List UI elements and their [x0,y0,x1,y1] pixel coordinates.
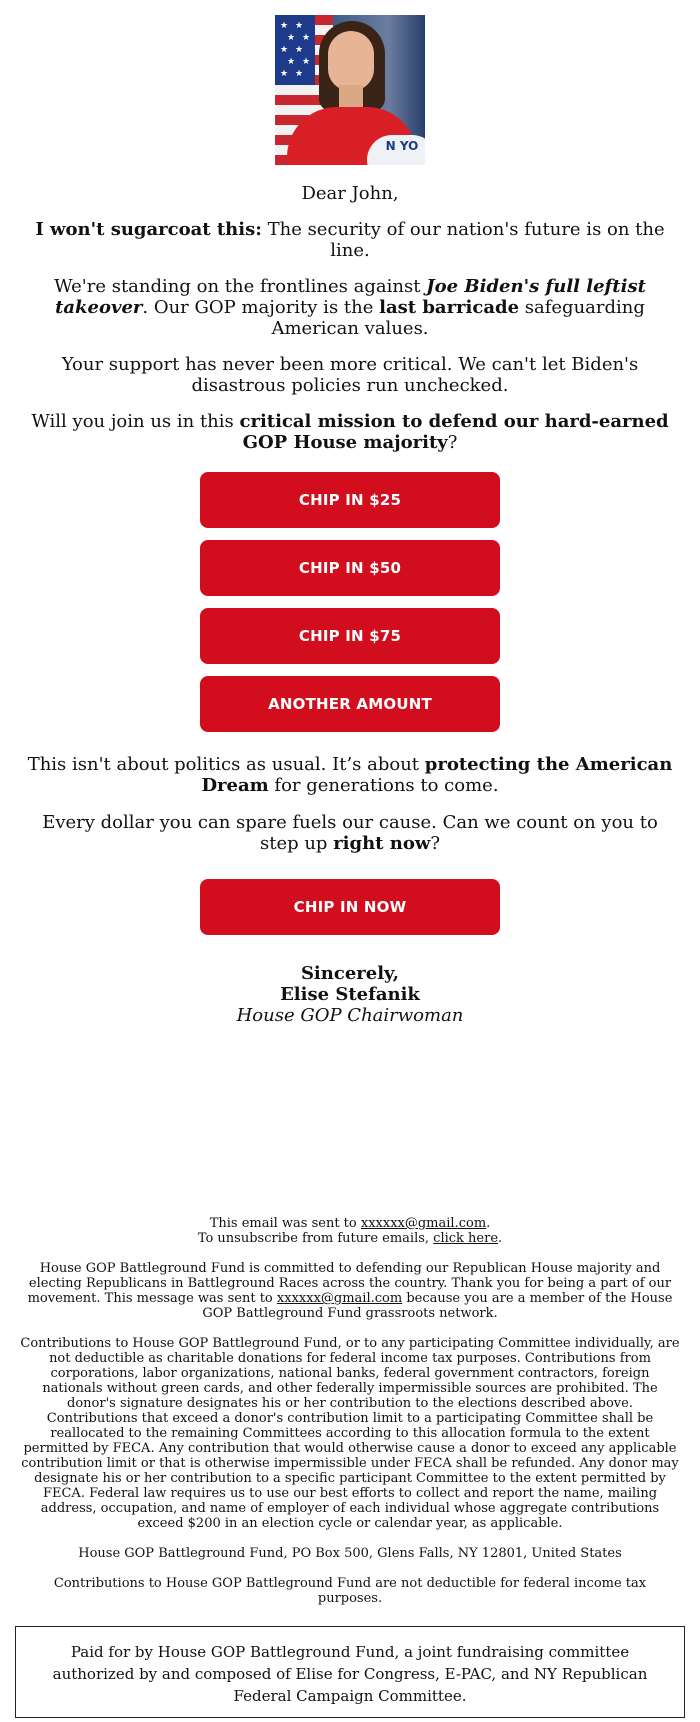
p5-bold: protecting the American Dream [201,754,673,796]
paragraph-4 [25,411,675,453]
mailing-address: House GOP Battleground Fund, PO Box 500, Glens Falls, NY 12801, United States [78,1546,622,1561]
about-text-b: because you are a member of the House GOP Battleground Fund grassroots network. [202,1291,673,1321]
paragraph-2 [25,276,675,339]
email-body [0,15,700,1718]
paragraph-1 [25,219,675,261]
p1-bold: I won't sugarcoat this: [35,219,262,240]
signature-closing: Sincerely, [300,963,400,984]
p5-text-c: for generations to come. [268,775,499,796]
p2-text-a: We're standing on the frontlines against [54,276,427,297]
signature-title: House GOP Chairwoman [236,1005,464,1026]
another-amount-button[interactable]: ANOTHER AMOUNT [200,676,500,732]
p5-text-a: This isn't about politics as usual. It’s about [27,754,425,775]
p2-bold: last barricade [379,297,520,318]
about-text-a: House GOP Battleground Fund is committed to defending our Republican House majority and electing Republicans in Battleground Races across the country. Thank you for being a part of our movement. This message was sent to [27,1261,672,1306]
sent-text: This email was sent to [209,1216,361,1231]
about-email-link[interactable]: xxxxxx@gmail.com [276,1291,403,1306]
person-neck [339,85,363,109]
p6-text-c: ? [430,833,441,854]
signature [0,963,700,1026]
chip-in-25-button[interactable]: CHIP IN $25 [200,472,500,528]
header-photo [275,15,425,165]
unsubscribe-period: . [498,1231,503,1246]
person-face [328,31,374,91]
flag-union: ★ ★ ★ ★ ★ ★ ★ ★ ★ ★ [275,15,315,85]
donation-buttons [0,472,700,732]
unsubscribe-link[interactable]: click here [433,1231,499,1246]
chip-in-50-button[interactable]: CHIP IN $50 [200,540,500,596]
chip-in-75-button[interactable]: CHIP IN $75 [200,608,500,664]
about-paragraph [20,1261,680,1321]
paid-for-disclaimer: Paid for by House GOP Battleground Fund, a joint fundraising committee authorized by and composed of Elise for Congress, E-PAC, and NY Republican Federal Campaign Committee. [15,1626,685,1718]
p6-bold: right now [333,833,431,854]
chip-in-now-button[interactable]: CHIP IN NOW [200,879,500,935]
p2-text-c: . Our GOP majority is the [142,297,380,318]
p1-text: The security of our nation's future is on the line. [261,219,665,261]
paragraph-6 [25,812,675,854]
greeting: Dear John, [301,183,399,204]
p4-text-a: Will you join us in this [31,411,240,432]
sent-notice [20,1216,680,1246]
unsubscribe-text: To unsubscribe from future emails, [197,1231,434,1246]
paragraph-3: Your support has never been more critical. We can't let Biden's disastrous policies run unchecked. [61,354,639,396]
p4-bold: critical mission to defend our hard-earned GOP House majority [239,411,669,453]
sent-period: . [486,1216,491,1231]
p6-text-a: Every dollar you can spare fuels our cause. Can we count on you to step up [42,812,658,854]
sent-email-link[interactable]: xxxxxx@gmail.com [360,1216,487,1231]
signature-name: Elise Stefanik [280,984,420,1005]
photo-badge: N YO [367,135,425,165]
p2-emphasis: Joe Biden's full leftist takeover [55,276,646,318]
p4-text-c: ? [447,432,458,453]
paragraph-5 [25,754,675,796]
tax-notice: Contributions to House GOP Battleground Fund are not deductible for federal income tax purposes. [53,1576,647,1606]
p2-text-e: safeguarding American values. [271,297,645,339]
legal-disclaimer: Contributions to House GOP Battleground Fund, or to any participating Committee individually, are not deductible as charitable donations for federal income tax purposes. Contributions from corporations, labor organizations, national banks, federal government contractors, foreign nationals without green cards, and other federally impermissible sources are prohibited. The donor's signature designates his or her contribution to the elections described above. Contributions that exceed a donor's contribution limit to a participating Committee shall be reallocated to the remaining Committees according to this allocation formula to the extent permitted by FECA. Any contribution that would otherwise cause a donor to exceed any applicable contribution limit or that is otherwise impermissible under FECA shall be refunded. Any donor may designate his or her contribution to a specific participant Committee to the extent permitted by FECA. Federal law requires us to use our best efforts to collect and report the name, mailing address, occupation, and name of employer of each individual whose aggregate contributions exceed $200 in an election cycle or calendar year, as applicable. [20,1336,680,1531]
